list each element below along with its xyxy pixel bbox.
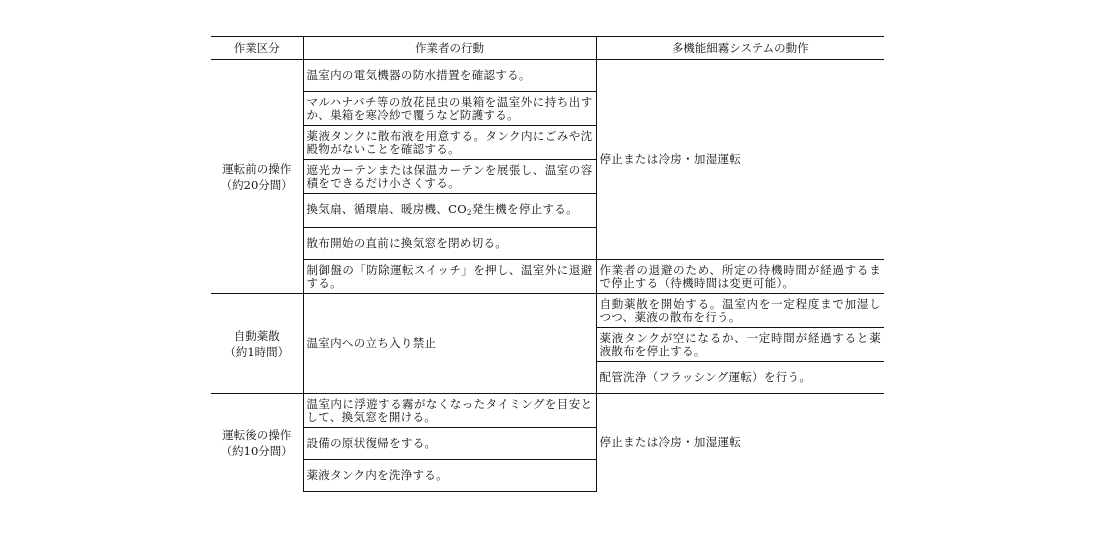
table-header-row xyxy=(211,37,884,60)
category-duration: （約1時間） xyxy=(224,344,290,359)
action-cell: 設備の原状復帰をする。 xyxy=(303,428,596,460)
action-text: 換気扇、循環扇、暖房機、CO xyxy=(306,202,467,216)
system-cell: 自動薬散を開始する。温室内を一定程度まで加湿しつつ、薬液の散布を行う。 xyxy=(596,294,884,328)
category-cell xyxy=(211,394,303,492)
category-duration: （約10分間） xyxy=(220,443,293,458)
action-cell: 遮光カーテンまたは保温カーテンを展張し、温室の容積をできるだけ小さくする。 xyxy=(303,160,596,194)
action-cell: 散布開始の直前に換気窓を閉め切る。 xyxy=(303,228,596,260)
action-cell xyxy=(303,194,596,228)
table-row xyxy=(211,394,884,428)
action-cell: 薬液タンクに散布液を用意する。タンク内にごみや沈殿物がないことを確認する。 xyxy=(303,126,596,160)
action-cell: 温室内への立ち入り禁止 xyxy=(303,294,596,394)
action-text-rest: 発生機を停止する。 xyxy=(471,202,578,216)
action-cell: 薬液タンク内を洗浄する。 xyxy=(303,460,596,492)
action-cell: 制御盤の「防除運転スイッチ」を押し、温室外に退避する。 xyxy=(303,260,596,294)
table-row xyxy=(211,294,884,328)
category-duration: （約20分間） xyxy=(220,177,293,192)
header-category: 作業区分 xyxy=(211,37,303,60)
system-cell: 薬液タンクが空になるか、一定時間が経過すると薬液散布を停止する。 xyxy=(596,328,884,362)
header-worker-action: 作業者の行動 xyxy=(303,37,596,60)
table-row xyxy=(211,60,884,92)
action-cell: 温室内に浮遊する霧がなくなったタイミングを目安として、換気窓を開ける。 xyxy=(303,394,596,428)
table-row xyxy=(211,260,884,294)
system-cell: 停止または冷房・加湿運転 xyxy=(596,60,884,260)
category-cell xyxy=(211,60,303,294)
system-cell: 作業者の退避のため、所定の待機時間が経過するまで停止する（待機時間は変更可能）。 xyxy=(596,260,884,294)
action-cell: 温室内の電気機器の防水措置を確認する。 xyxy=(303,60,596,92)
category-name: 自動薬散 xyxy=(233,328,280,343)
action-cell: マルハナバチ等の放花昆虫の巣箱を温室外に持ち出すか、巣箱を寒冷紗で覆うなど防護する。 xyxy=(303,92,596,126)
header-system-operation: 多機能細霧システムの動作 xyxy=(596,37,884,60)
category-name: 運転後の操作 xyxy=(222,427,292,442)
action-subscript: 2 xyxy=(466,209,472,217)
category-name: 運転前の操作 xyxy=(222,161,292,176)
category-cell xyxy=(211,294,303,394)
system-cell: 配管洗浄（フラッシング運転）を行う。 xyxy=(596,362,884,394)
operation-table xyxy=(211,36,884,492)
system-cell: 停止または冷房・加湿運転 xyxy=(596,394,884,492)
